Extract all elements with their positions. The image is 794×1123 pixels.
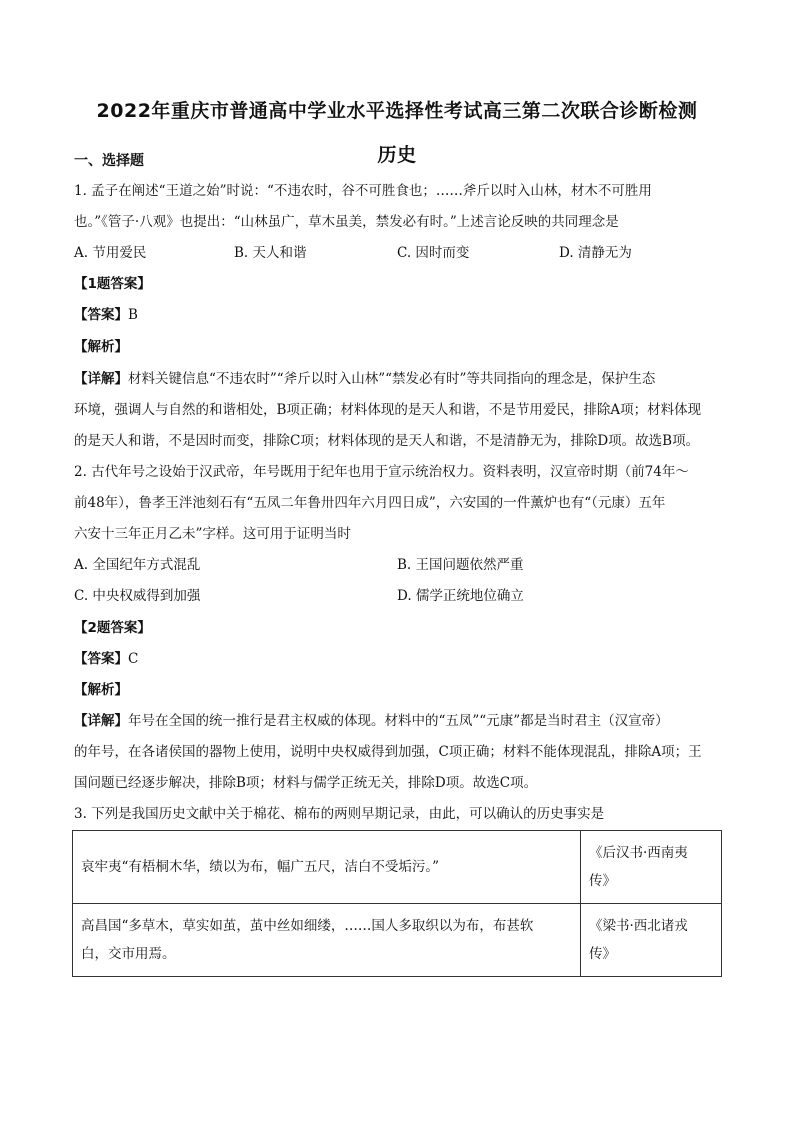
q1-detail-line-1	[74, 370, 655, 388]
q2-stem-line-1: 2. 古代年号之设始于汉武帝，年号既用于纪年也用于宣示统治权力。资料表明，汉宣帝时期（前74年～	[74, 464, 689, 480]
record-text: 高昌国“多草木，草实如茧，茧中丝如细缕，……国人多取织以为布，布甚软 白，交市用焉。	[73, 904, 581, 977]
q2-analysis-tag: 【解析】	[74, 682, 128, 698]
q2-detail-line-1	[74, 712, 669, 730]
q1-answer-value: B	[128, 307, 138, 323]
q1-answer-line	[74, 306, 138, 324]
q2-answer-value: C	[128, 651, 139, 667]
q1-option-d: D. 清静无为	[559, 245, 632, 261]
q3-stem: 3. 下列是我国历史文献中关于棉花、棉布的两则早期记录，由此，可以确认的历史事实是	[74, 806, 605, 822]
q2-stem-line-3: 六安十三年正月乙未”字样。这可用于证明当时	[74, 526, 351, 542]
table-row	[73, 831, 722, 904]
q1-detail-text-1: 材料关键信息“不违农时”“斧斤以时入山林”“禁发必有时”等共同指向的理念是，保护生态	[128, 371, 656, 387]
q2-answer-tag: 【答案】	[74, 651, 128, 667]
q2-detail-line-2: 的年号，在各诸侯国的器物上使用，说明中央权威得到加强，C项正确；材料不能体现混乱，排除A项；王	[74, 744, 702, 760]
q1-option-a: A. 节用爱民	[74, 245, 147, 261]
q1-stem-line-1: 1. 孟子在阐述“王道之始”时说：“不违农时，谷不可胜食也；……斧斤以时入山林，材木不可胜用	[74, 183, 652, 199]
q2-option-c: C. 中央权威得到加强	[74, 588, 201, 604]
record-text: 哀牢夷“有梧桐木华，绩以为布，幅广五尺，洁白不受垢污。”	[73, 831, 581, 904]
q1-stem-line-2: 也。”《管子·八观》也提出：“山林虽广，草木虽美，禁发必有时。”上述言论反映的共同理念是	[74, 214, 619, 230]
q2-detail-text-1: 年号在全国的统一推行是君主权威的体现。材料中的“五凤”“元康”都是当时君主（汉宣帝）	[128, 713, 669, 729]
q1-analysis-tag: 【解析】	[74, 339, 128, 355]
q1-answer-group-tag: 【1题答案】	[74, 276, 151, 292]
subject-title: 历史	[377, 144, 417, 166]
q1-detail-tag: 【详解】	[74, 371, 128, 387]
q2-answer-group-tag: 【2题答案】	[74, 620, 151, 636]
record-source: 《后汉书·西南夷 传》	[581, 831, 722, 904]
q2-option-d: D. 儒学正统地位确立	[397, 588, 524, 604]
table-row	[73, 904, 722, 977]
records-table	[72, 830, 722, 977]
section-heading: 一、选择题	[74, 153, 144, 169]
q1-option-c: C. 因时而变	[397, 245, 470, 261]
q1-answer-tag: 【答案】	[74, 307, 128, 323]
q2-answer-line	[74, 650, 138, 668]
q2-stem-line-2: 前48年），鲁孝王泮池刻石有“五凤二年鲁卅四年六月四日成”，六安国的一件薰炉也有“（元康）五年	[74, 495, 666, 511]
q1-detail-line-3: 的是天人和谐，不是因时而变，排除C项；材料体现的是天人和谐，不是清静无为，排除D项。故选B项。	[74, 433, 700, 449]
q1-detail-line-2: 环境，强调人与自然的和谐相处，B项正确；材料体现的是天人和谐，不是节用爱民，排除A项；材料体现	[74, 402, 702, 418]
q2-option-b: B. 王国问题依然严重	[397, 557, 524, 573]
q2-detail-tag: 【详解】	[74, 713, 128, 729]
exam-title: 2022年重庆市普通高中学业水平选择性考试高三第二次联合诊断检测	[96, 100, 698, 122]
q2-detail-line-3: 国问题已经逐步解决，排除B项；材料与儒学正统无关，排除D项。故选C项。	[74, 775, 538, 791]
q1-option-b: B. 天人和谐	[234, 245, 307, 261]
record-source: 《梁书·西北诸戎 传》	[581, 904, 722, 977]
q2-option-a: A. 全国纪年方式混乱	[74, 557, 201, 573]
